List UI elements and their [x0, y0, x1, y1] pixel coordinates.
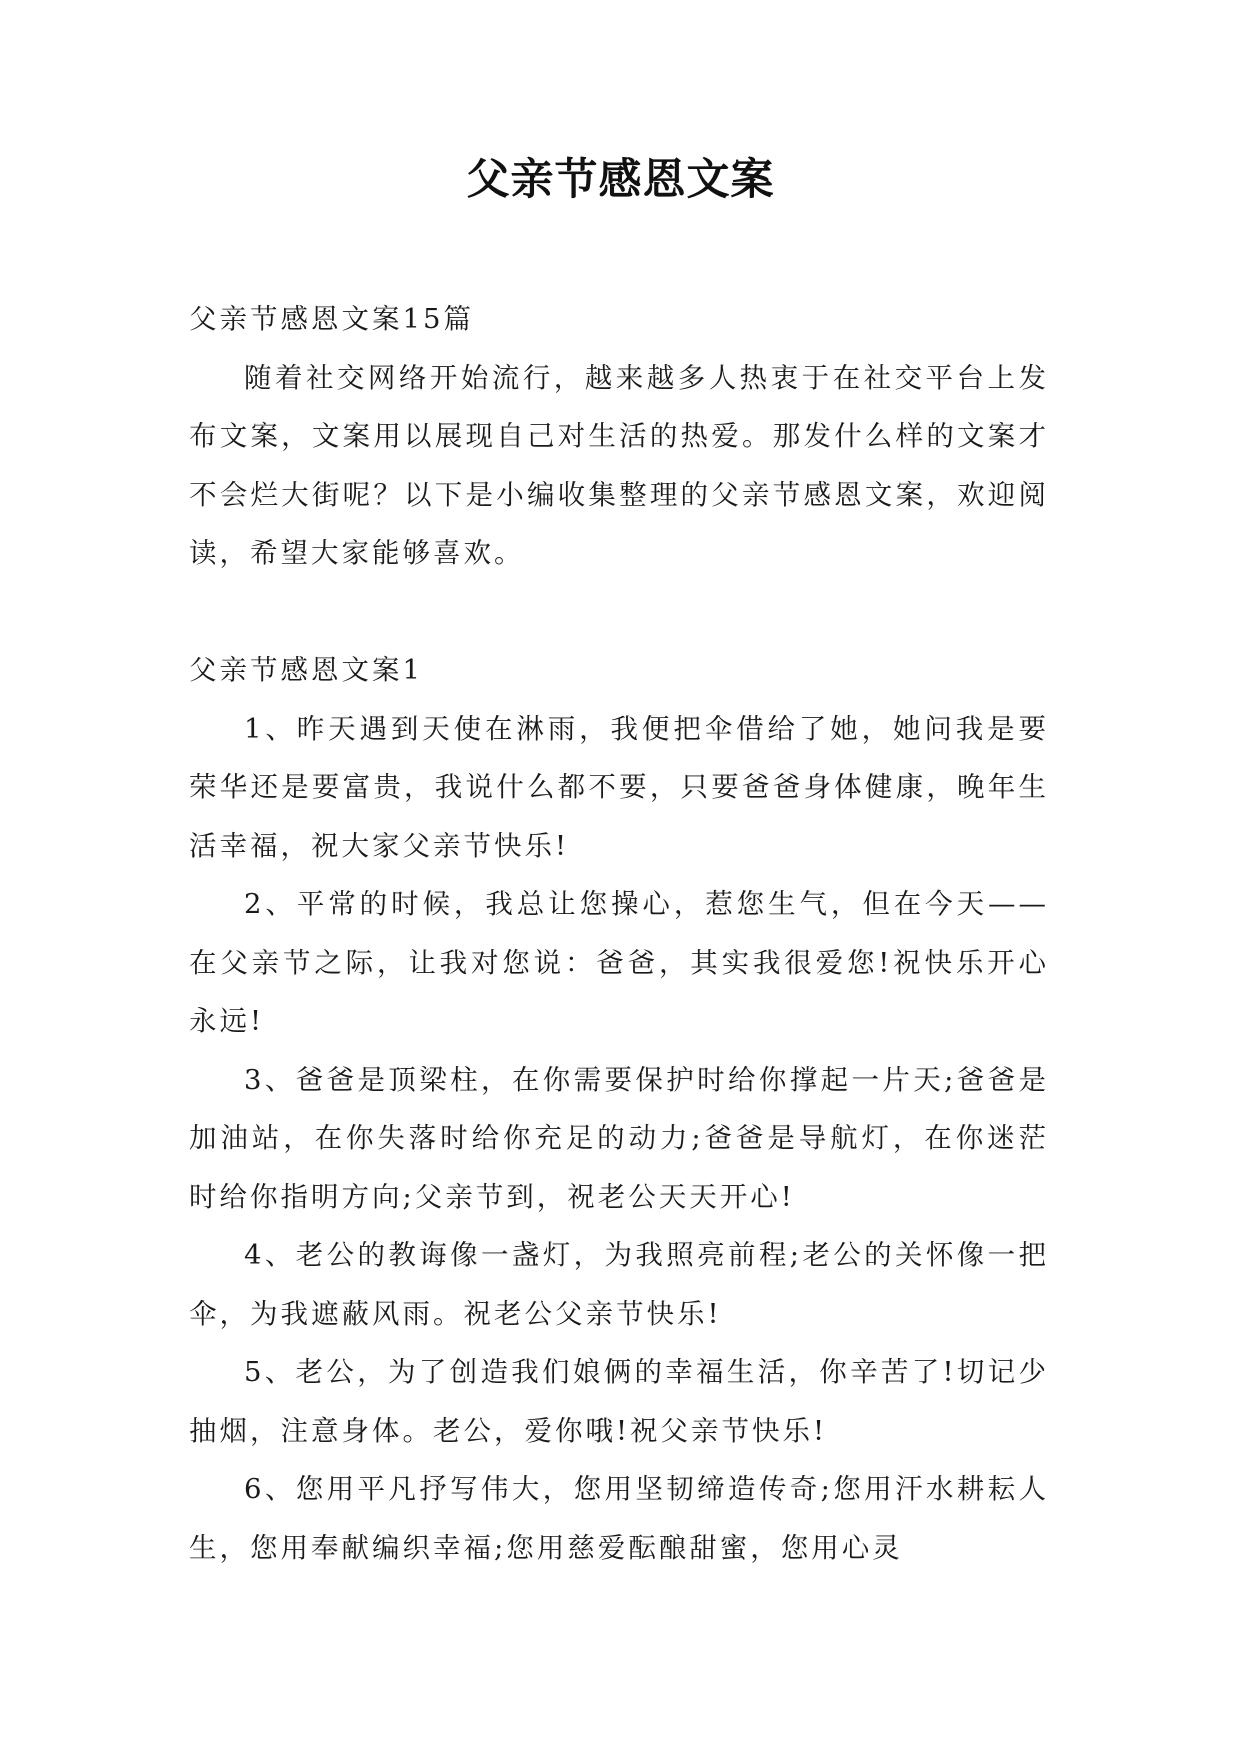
intro-heading: 父亲节感恩文案15篇 [189, 303, 474, 335]
document-body [189, 290, 1049, 1577]
list-item: 3、爸爸是顶梁柱，在你需要保护时给你撑起一片天;爸爸是加油站，在你失落时给你充足的动力;爸爸是导航灯，在你迷茫时给你指明方向;父亲节到，祝老公天天开心! [189, 1063, 1049, 1213]
list-item: 4、老公的教诲像一盏灯，为我照亮前程;老公的关怀像一把伞，为我遮蔽风雨。祝老公父亲节快乐! [189, 1239, 1049, 1330]
list-item: 1、昨天遇到天使在淋雨，我便把伞借给了她，她问我是要荣华还是要富贵，我说什么都不要，只要爸爸身体健康，晚年生活幸福，祝大家父亲节快乐! [189, 712, 1049, 862]
list-item: 2、平常的时候，我总让您操心，惹您生气，但在今天——在父亲节之际，让我对您说：爸爸，其实我很爱您!祝快乐开心永远! [189, 888, 1049, 1037]
list-item: 5、老公，为了创造我们娘俩的幸福生活，你辛苦了!切记少抽烟，注意身体。老公，爱你哦!祝父亲节快乐! [189, 1356, 1049, 1447]
list-item: 6、您用平凡抒写伟大，您用坚韧缔造传奇;您用汗水耕耘人生，您用奉献编织幸福;您用慈爱酝酿甜蜜，您用心灵 [189, 1473, 1049, 1564]
section-spacer [189, 583, 1049, 642]
intro-paragraph: 随着社交网络开始流行，越来越多人热衷于在社交平台上发布文案，文案用以展现自己对生活的热爱。那发什么样的文案才不会烂大街呢？以下是小编收集整理的父亲节感恩文案，欢迎阅读，希望大家能够喜欢。 [189, 361, 1049, 569]
section-heading: 父亲节感恩文案1 [189, 654, 423, 686]
document-title: 父亲节感恩文案 [466, 155, 775, 205]
